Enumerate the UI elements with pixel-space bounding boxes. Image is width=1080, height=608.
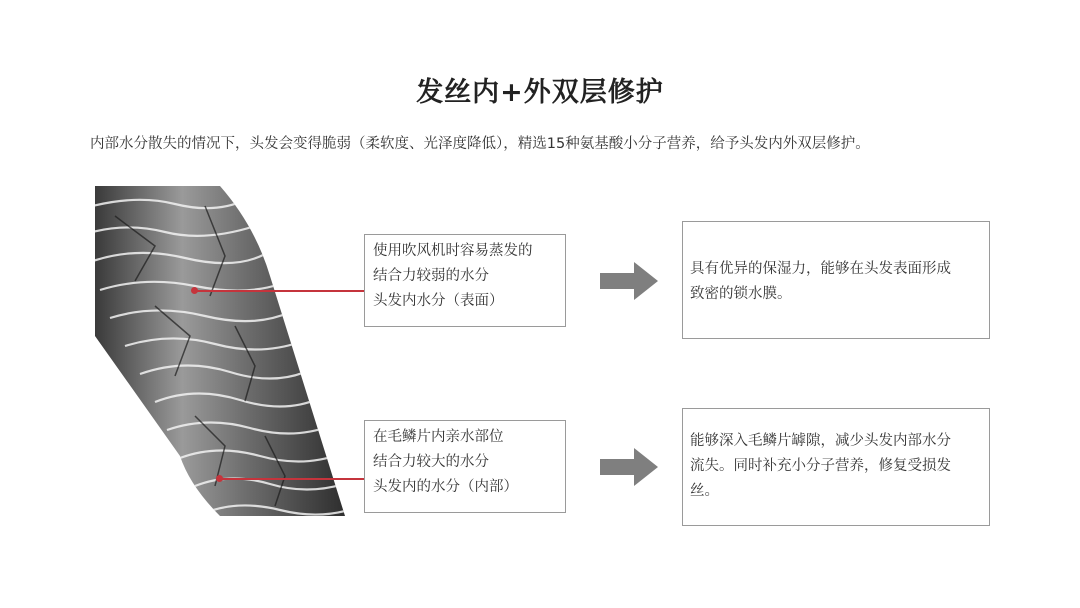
surface-moisture-box [364,234,566,327]
box-line: 致密的锁水膜。 [690,286,792,302]
intro-text: 内部水分散失的情况下，头发会变得脆弱（柔软度、光泽度降低），精选15种氨基酸小分子营养，给予头发内外双层修护。 [90,136,870,152]
box-line: 头发内的水分（内部） [373,479,518,495]
inner-moisture-box [364,420,566,513]
inner-effect-box [682,408,990,526]
box-line: 丝。 [690,483,719,499]
surface-effect-box [682,221,990,339]
box-line: 头发内水分（表面） [373,293,504,309]
box-line: 流失。同时补充小分子营养，修复受损发 [690,458,951,474]
pointer-line-inner [220,478,364,480]
right-arrow-icon [600,448,658,486]
hair-strand-image [95,186,345,516]
box-line: 使用吹风机时容易蒸发的 [373,243,533,259]
box-line: 具有优异的保湿力，能够在头发表面形成 [690,261,951,277]
box-line: 能够深入毛鳞片罅隙，减少头发内部水分 [690,433,951,449]
box-line: 在毛鳞片内亲水部位 [373,429,504,445]
page-title: 发丝内+外双层修护 [416,77,664,108]
box-line: 结合力较弱的水分 [373,268,489,284]
pointer-line-surface [195,290,364,292]
box-line: 结合力较大的水分 [373,454,489,470]
right-arrow-icon [600,262,658,300]
